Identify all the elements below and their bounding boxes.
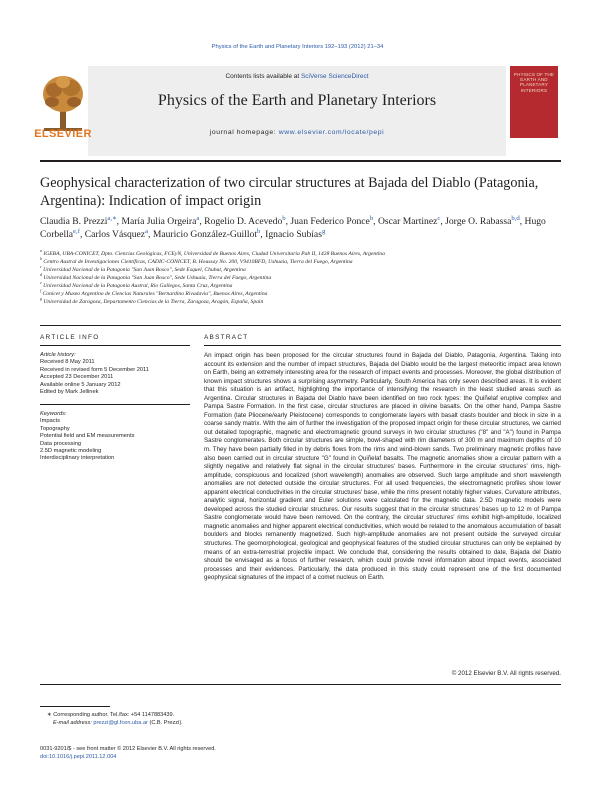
keyword-item: Topography xyxy=(40,425,70,432)
homepage-prefix: journal homepage: xyxy=(209,129,279,136)
author-affiliation-marker[interactable]: a xyxy=(196,214,200,222)
affiliation-text: Universidad Nacional de la Patagonia "San Juan Bosco", Sede Esquel, Chubut, Argentina xyxy=(41,267,246,273)
affiliation-rule xyxy=(40,325,561,326)
affiliation-marker: c xyxy=(40,265,42,270)
author-name: Hugo Corbella xyxy=(40,216,546,240)
author-affiliation-marker[interactable]: c xyxy=(437,214,441,222)
affiliation-text: Universidad Nacional de la Patagonia "San Juan Bosco", Sede Ushuaia, Tierra del Fuego, Argentina xyxy=(41,275,272,281)
author-affiliation-marker[interactable]: a,∗ xyxy=(107,214,117,222)
email-note xyxy=(53,719,183,727)
affiliation-marker: e xyxy=(40,281,42,286)
affiliation-item xyxy=(40,282,561,290)
issn-line: 0031-9201/$ - see front matter © 2012 Elsevier B.V. All rights reserved. xyxy=(40,746,216,752)
corresponding-author-note: ∗ Corresponding author. Tel./fax: +54 1147883439. xyxy=(47,712,175,718)
cover-title: PHYSICS OF THE EARTH AND PLANETARY INTERIORS xyxy=(513,72,555,93)
footnote-rule xyxy=(40,706,110,707)
affiliation-text: Universidad de Zaragoza, Departamento Ciencias de la Tierra, Zaragoza, Aragón, España, Spain xyxy=(41,299,264,305)
email-suffix: (C.B. Prezzi). xyxy=(147,720,183,726)
author-name: Mauricio González-Guillot xyxy=(152,228,258,240)
affiliation-marker: f xyxy=(40,289,42,294)
affiliation-text: Universidad Nacional de la Patagonia Austral, Río Gallegos, Santa Cruz, Argentina xyxy=(41,283,233,289)
author xyxy=(153,229,261,240)
author-affiliation-marker[interactable]: g xyxy=(321,227,326,235)
author xyxy=(40,216,117,227)
doi-link[interactable]: doi:10.1016/j.pepi.2011.12.004 xyxy=(40,754,117,760)
author-name: Juan Federico Ponce xyxy=(290,216,370,227)
email-link[interactable]: prezzi@gl.fcen.uba.ar xyxy=(93,720,148,726)
history-item: Accepted 23 December 2011 xyxy=(40,374,114,381)
author xyxy=(445,216,520,227)
keyword-item: Interdisciplinary interpretation xyxy=(40,455,115,462)
keyword-list xyxy=(40,418,190,462)
keywords-heading: Keywords: xyxy=(40,411,67,417)
author-affiliation-marker[interactable]: b xyxy=(257,227,261,235)
author xyxy=(378,216,440,227)
author xyxy=(290,216,373,227)
affiliation-item xyxy=(40,290,561,298)
affiliation-text: Conicet y Museo Argentino de Ciencias Naturales "Bernardino Rivadavia", Buenos Aires, Argentina xyxy=(41,291,268,297)
author-affiliation-marker[interactable]: b xyxy=(369,214,374,222)
author-affiliation-marker[interactable]: e,f xyxy=(73,227,80,235)
elsevier-wordmark: ELSEVIER xyxy=(34,128,92,140)
header-rule xyxy=(40,160,561,162)
author-list: Claudia B. Prezzi$^{a,∗}$, María Julia Orgeira$^a$, Rogelio D. Acevedo$^b$, Juan Federico Ponce$^b$, Oscar Martinez$^c$, Jorge O. Rabassa$^{b,d}$, Hugo Corbella$^{e,f}$, Carlos Vásquez$^a$, Mauricio González-Guillot$^b$, Ignacio Subías$^g$ xyxy=(40,214,546,240)
affiliation-item xyxy=(40,298,561,306)
author-affiliation-marker[interactable]: b xyxy=(282,214,286,222)
abstract-rule xyxy=(204,345,561,346)
history-item: Received in revised form 5 December 2011 xyxy=(40,366,149,373)
article-history-list xyxy=(40,359,190,396)
journal-cover-thumbnail[interactable] xyxy=(510,66,558,138)
keyword-item: Impacts xyxy=(40,418,60,425)
keyword-item: Data processing xyxy=(40,440,82,447)
author-name: Oscar Martinez xyxy=(377,216,438,227)
keyword-item: 2.5D magnetic modeling xyxy=(40,448,102,455)
author-name: Claudia B. Prezzi xyxy=(40,216,108,227)
affiliation-list xyxy=(40,250,561,306)
journal-reference[interactable]: Physics of the Earth and Planetary Interiors 192–193 (2012) 21–34 xyxy=(211,44,384,50)
history-item: Edited by Mark Jellinek xyxy=(40,389,99,396)
homepage-link[interactable]: www.elsevier.com/locate/pepi xyxy=(278,129,385,136)
author-name: María Julia Orgeira xyxy=(121,216,197,227)
article-history-heading: Article history: xyxy=(40,352,76,358)
sciencedirect-link[interactable]: SciVerse ScienceDirect xyxy=(300,73,369,80)
author-name: Jorge O. Rabassa xyxy=(445,216,512,227)
history-item: Available online 5 January 2012 xyxy=(40,381,121,388)
author-name: Ignacio Subías xyxy=(265,228,322,240)
journal-title: Physics of the Earth and Planetary Interiors xyxy=(157,92,437,109)
history-rule xyxy=(40,404,190,405)
article-info-rule xyxy=(40,345,190,346)
history-item: Received 8 May 2011 xyxy=(40,359,95,366)
abstract-heading: ABSTRACT xyxy=(204,334,249,341)
doi-line[interactable] xyxy=(40,753,116,761)
author-name: Carlos Vásquez xyxy=(84,228,146,240)
affiliation-marker: a xyxy=(40,249,42,254)
affiliation-text: IGEBA, UBA-CONICET, Dpto. Ciencias Geológicas, FCEyN, Universidad de Buenos Aires, Ciudad Universitaria Pab II, 1428 Buenos Aires, Argentina xyxy=(41,251,385,257)
affiliation-marker: d xyxy=(40,273,42,278)
article-history xyxy=(40,352,190,396)
contents-availability xyxy=(88,73,506,80)
keyword-item: Potential field and EM measurements xyxy=(40,433,135,440)
author xyxy=(204,216,285,227)
author-name: Rogelio D. Acevedo xyxy=(204,216,283,227)
affiliation-item xyxy=(40,274,561,282)
author xyxy=(265,229,325,240)
article-info-heading: ARTICLE INFO xyxy=(40,334,100,341)
author xyxy=(121,216,199,227)
abstract-text: An impact origin has been proposed for the circular structures found in Bajada del Diablo, Patagonia, Argentina. Taking into account its extension and the number of impact structures, Bajada del Diablo would be the largest meteoritic impact area known on Earth, being an extremely interesting area for the research of impact events and processes. Moreover, the global distribution of known impact structures shows a surprising asymmetry. Particularly, South America has only seven described areas. It is evident that this situation is an artifact, highlighting the importance of intensifying the research in the least studied areas such as Argentina. Circular structures in Bajada del Diablo have been identified on two rock types: the Quiñelaf eruptive complex and Pampa Sastre Formation. In the first case, circular structures are placed in olivine basalts. On the other hand, Pampa Sastre Formation (late Pliocene/early Pleistocene) corresponds to conglomerate layers with basalt clasts boulder and block in size in a coarse sandy matrix. With the aim of further the investigation of the proposed impact origin for these circular structures, we carried out detailed topographic, magnetic and electromagnetic ground surveys in two circular structures ("8" and "A") found in Pampa Sastre conglomerates. Both circular structures are simple, bowl-shaped with rim diameters of 300 m and maximum depths of 10 m. They have been partially filled in by debris flows from the rims and wind-blown sands. Two preliminary magnetic profiles have also been carried out in circular structure "G" found in Quiñelaf basalts. The magnetic anomalies show a circular pattern with a slightly negative and relatively flat signal in the circular structures' bases. Furthermore in the circular structures' rims, high-amplitude, conspicuous and localized (short wavelength) anomalies are observed. Such large amplitude and short wavelength anomalies are not detected outside the circular structures. For all used frequencies, the electromagnetic profiles show lower apparent electrical conductivities in the circular structures' base, while the rims present notably higher values. Curvature attributes, analytic signal, horizontal gradient and Euler solutions were calculated for the magnetic data. 2.5D magnetic models were developed across the studied circular structures. Our results suggest that in the circular structures' bases up to 12 m of Pampa Sastre conglomerate would have been removed. On the contrary, the circular structures' rims exhibit high-amplitude, localized magnetic anomalies and higher apparent electrical conductivities, which would be related to the anomalous accumulation of basalt boulders and blocks remanently magnetized. Such high-amplitude anomalies are not present outside the surveyed circular structures. The geomorphological, geological and geophysical features of the studied circular structures can only be explained by means of an extra-terrestrial projectile impact. We conclude that, considering the results obtained to date, Bajada del Diablo should be envisaged as a focus of further research, which could provide novel information about impact events, associated processes and their evidences. Particularly, the data produced in this study could represent one of the first documented geophysical signatures of the impact of a comet nucleus on Earth. xyxy=(204,352,561,582)
author-affiliation-marker[interactable]: b,d xyxy=(511,214,520,222)
abstract-copyright: © 2012 Elsevier B.V. All rights reserved. xyxy=(451,670,561,677)
email-label: E-mail address: xyxy=(53,720,94,726)
affiliation-item xyxy=(40,266,561,274)
affiliation-item xyxy=(40,250,561,258)
keywords-block xyxy=(40,411,190,463)
author-affiliation-marker[interactable]: a xyxy=(145,227,149,235)
affiliation-marker: g xyxy=(40,297,42,302)
journal-homepage xyxy=(88,129,506,136)
author xyxy=(85,229,148,240)
article-title: Geophysical characterization of two circular structures at Bajada del Diablo (Patagonia, Argentina): Indication of impact origin xyxy=(40,175,539,209)
affiliation-marker: b xyxy=(40,257,42,262)
affiliation-item xyxy=(40,258,561,266)
contents-prefix: Contents lists available at xyxy=(225,73,301,80)
abstract-end-rule xyxy=(40,684,561,685)
affiliation-text: Centro Austral de Investigaciones Científicas, CADIC-CONICET, B. Houssay No. 200, V9410BFD, Ushuaia, Tierra del Fuego, Argentina xyxy=(41,259,353,265)
